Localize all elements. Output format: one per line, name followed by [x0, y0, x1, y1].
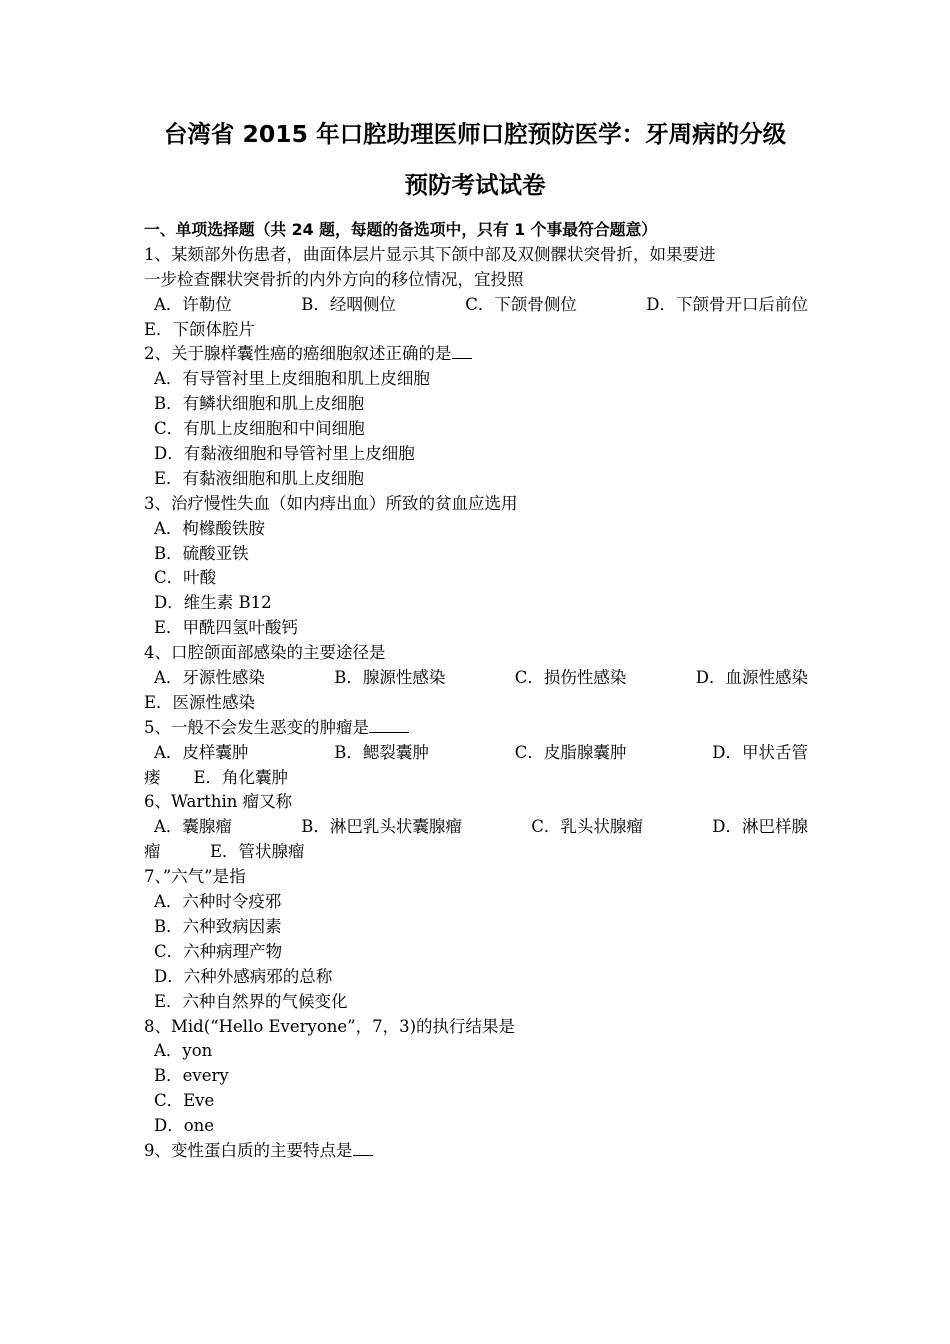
- question-2-option-c: C．有肌上皮细胞和中间细胞: [154, 419, 365, 439]
- question-8-stem: 8、Mid(“Hello Everyone”，7，3)的执行结果是: [144, 1016, 516, 1036]
- question-1-option-e: E．下颌体腔片: [144, 319, 256, 339]
- title-line-2: 预防考试试卷: [404, 171, 546, 199]
- question-1-stem-line-1: 1、某颏部外伤患者，曲面体层片显示其下颌中部及双侧髁状突骨折，如果要进: [144, 244, 716, 264]
- question-7-option-a: A．六种时令疫邪: [154, 892, 282, 912]
- question-3-option-e: E．甲酰四氢叶酸钙: [154, 618, 299, 638]
- question-1-option-a: A．许勒位: [154, 294, 232, 314]
- question-2-option-d: D．有黏液细胞和导管衬里上皮细胞: [154, 444, 415, 464]
- question-4-option-d: D．血源性感染: [695, 668, 808, 688]
- question-1-option-d: D．下颌骨开口后前位: [646, 294, 808, 314]
- question-4-option-b: B．腺源性感染: [334, 668, 446, 688]
- question-5-option-b: B．鳃裂囊肿: [334, 742, 429, 762]
- answer-blank: [369, 716, 409, 733]
- question-5-option-d: D．甲状舌管: [712, 742, 808, 762]
- question-5-option-c: C．皮脂腺囊肿: [514, 742, 627, 762]
- question-5-options-row: [144, 741, 808, 766]
- question-8-option-c: C．Eve: [154, 1091, 215, 1111]
- question-7-option-d: D．六种外感病邪的总称: [154, 966, 333, 986]
- question-5-option-a: A．皮样囊肿: [154, 742, 249, 762]
- question-5-option-e: 瘘 E．角化囊肿: [144, 767, 289, 787]
- question-2-option-b: B．有鳞状细胞和肌上皮细胞: [154, 394, 365, 414]
- document-body: [144, 218, 808, 1164]
- question-1-option-b: B．经咽侧位: [301, 294, 396, 314]
- question-6-option-c: C．乳头状腺瘤: [531, 817, 643, 837]
- question-7-option-c: C．六种病理产物: [154, 941, 283, 961]
- question-3-option-b: B．硫酸亚铁: [154, 543, 249, 563]
- question-9-stem-text: 9、变性蛋白质的主要特点是: [144, 1140, 353, 1160]
- question-6-option-e: 瘤 E．管状腺瘤: [144, 842, 305, 862]
- question-6-option-a: A．囊腺瘤: [154, 817, 232, 837]
- question-4-option-c: C．损伤性感染: [514, 668, 627, 688]
- question-6-option-b: B．淋巴乳头状囊腺瘤: [301, 817, 462, 837]
- title-line-1: 台湾省 2015 年口腔助理医师口腔预防医学：牙周病的分级: [163, 120, 787, 148]
- question-7-option-e: E．六种自然界的气候变化: [154, 991, 348, 1011]
- question-3-stem: 3、治疗慢性失血（如内痔出血）所致的贫血应选用: [144, 493, 518, 513]
- answer-blank: [452, 342, 472, 359]
- question-9-stem: [144, 1139, 808, 1164]
- question-1-option-c: C．下颌骨侧位: [465, 294, 577, 314]
- question-2-option-e: E．有黏液细胞和肌上皮细胞: [154, 468, 365, 488]
- question-2-stem-text: 2、关于腺样囊性癌的癌细胞叙述正确的是: [144, 344, 452, 364]
- question-5-stem: [144, 716, 808, 741]
- question-8-option-d: D．one: [154, 1116, 215, 1136]
- answer-blank: [353, 1139, 373, 1156]
- question-1-stem-line-2: 一步检查髁状突骨折的内外方向的移位情况，宜投照: [144, 269, 524, 289]
- question-4-stem: 4、口腔颌面部感染的主要途径是: [144, 643, 386, 663]
- question-2-option-a: A．有导管衬里上皮细胞和肌上皮细胞: [154, 369, 430, 389]
- section-heading: 一、单项选择题（共 24 题，每题的备选项中，只有 1 个事最符合题意）: [144, 220, 658, 239]
- question-6-option-d: D．淋巴样腺: [712, 817, 808, 837]
- question-4-options-row: [144, 666, 808, 691]
- question-8-option-a: A．yon: [154, 1041, 213, 1061]
- question-4-option-a: A．牙源性感染: [154, 668, 265, 688]
- question-5-stem-text: 5、一般不会发生恶变的肿瘤是: [144, 717, 369, 737]
- question-6-options-row: [144, 815, 808, 840]
- question-3-option-d: D．维生素 B12: [154, 593, 272, 613]
- question-3-option-a: A．枸橼酸铁胺: [154, 518, 265, 538]
- question-6-stem: 6、Warthin 瘤又称: [144, 792, 293, 812]
- question-4-option-e: E．医源性感染: [144, 692, 256, 712]
- question-8-option-b: B．every: [154, 1066, 229, 1086]
- question-7-option-b: B．六种致病因素: [154, 916, 282, 936]
- question-2-stem: [144, 342, 808, 367]
- question-7-stem: 7、”六气”是指: [144, 867, 246, 887]
- question-1-options-row: [144, 293, 808, 318]
- question-3-option-c: C．叶酸: [154, 568, 217, 588]
